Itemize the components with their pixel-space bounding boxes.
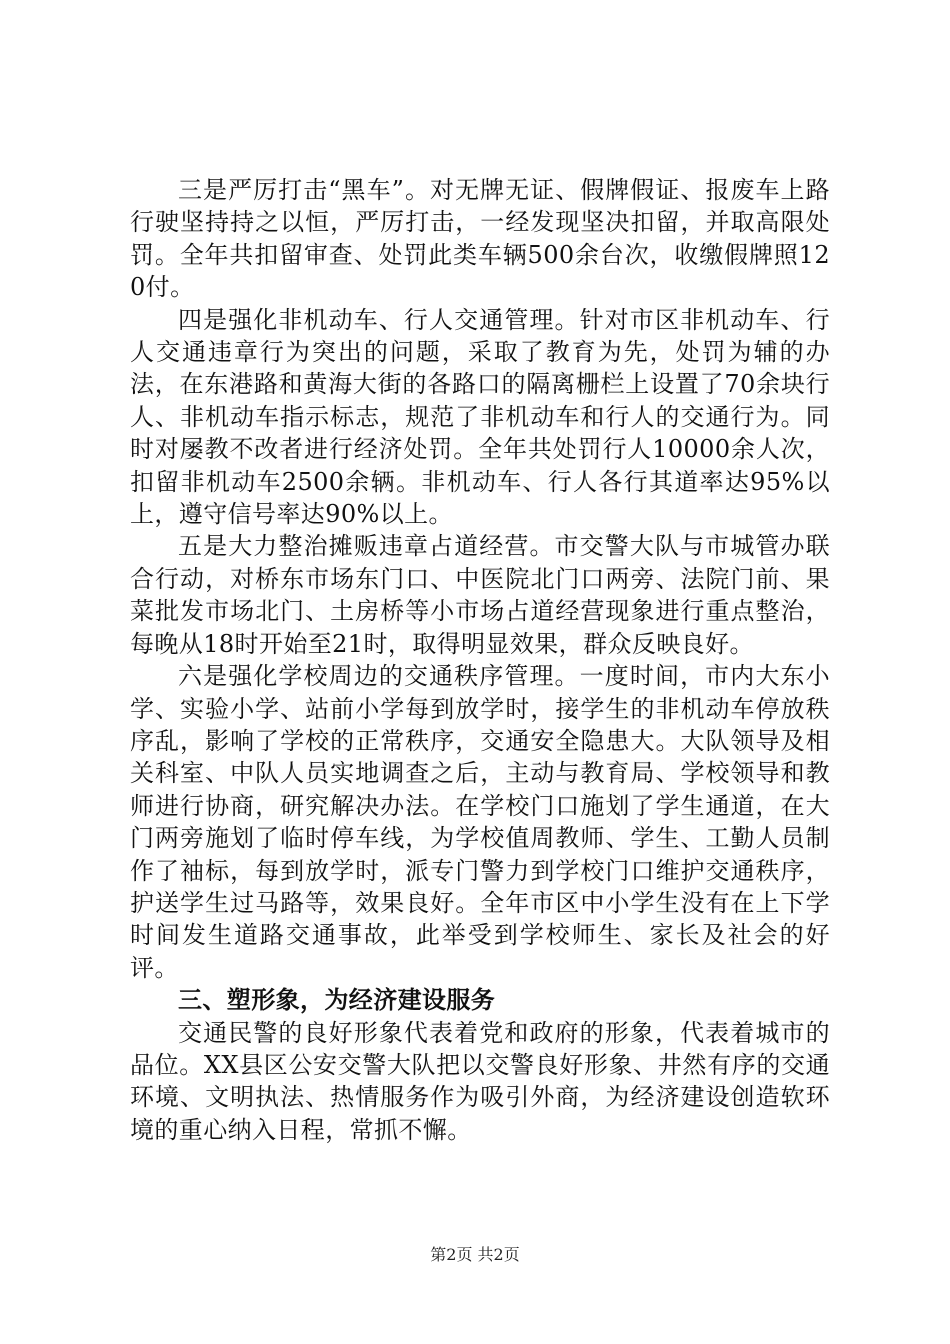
- page-number-footer: 第2页 共2页: [430, 1245, 520, 1264]
- paragraph-non-motor-vehicles: 四是强化非机动车、行人交通管理。针对市区非机动车、行人交通违章行为突出的问题，采取了教育为先，处罚为辅的办法，在东港路和黄海大街的各路口的隔离栅栏上设置了70余块行人、非机动车指示标志，规范了非机动车和行人的交通行为。同时对屡教不改者进行经济处罚。全年共处罚行人10000余人次，扣留非机动车2500余辆。非机动车、行人各行其道率达95%以上，遵守信号率达90%以上。: [130, 305, 830, 529]
- document-body: [130, 174, 830, 1146]
- paragraph-image-building: 交通民警的良好形象代表着党和政府的形象，代表着城市的品位。XX县区公安交警大队把以交警良好形象、井然有序的交通环境、文明执法、热情服务作为吸引外商，为经济建设创造软环境的重心纳入日程，常抓不懈。: [130, 1018, 830, 1144]
- section-heading: 三、塑形象，为经济建设服务: [178, 986, 496, 1015]
- paragraph-street-vendors: 五是大力整治摊贩违章占道经营。市交警大队与市城管办联合行动，对桥东市场东门口、中医院北门口两旁、法院门前、果菜批发市场北门、土房桥等小市场占道经营现象进行重点整治，每晚从18时开始至21时，取得明显效果，群众反映良好。: [130, 532, 830, 658]
- paragraph-school-traffic: 六是强化学校周边的交通秩序管理。一度时间，市内大东小学、实验小学、站前小学每到放学时，接学生的非机动车停放秩序乱，影响了学校的正常秩序，交通安全隐患大。大队领导及相关科室、中队人员实地调查之后，主动与教育局、学校领导和教师进行协商，研究解决办法。在学校门口施划了学生通道，在大门两旁施划了临时停车线，为学校值周教师、学生、工勤人员制作了袖标，每到放学时，派专门警力到学校门口维护交通秩序，护送学生过马路等，效果良好。全年市区中小学生没有在上下学时间发生道路交通事故，此举受到学校师生、家长及社会的好评。: [130, 662, 830, 982]
- paragraph-black-cars: 三是严厉打击“黑车”。对无牌无证、假牌假证、报废车上路行驶坚持持之以恒，严厉打击，一经发现坚决扣留，并取高限处罚。全年共扣留审查、处罚此类车辆500余台次，收缴假牌照120付。: [130, 176, 830, 302]
